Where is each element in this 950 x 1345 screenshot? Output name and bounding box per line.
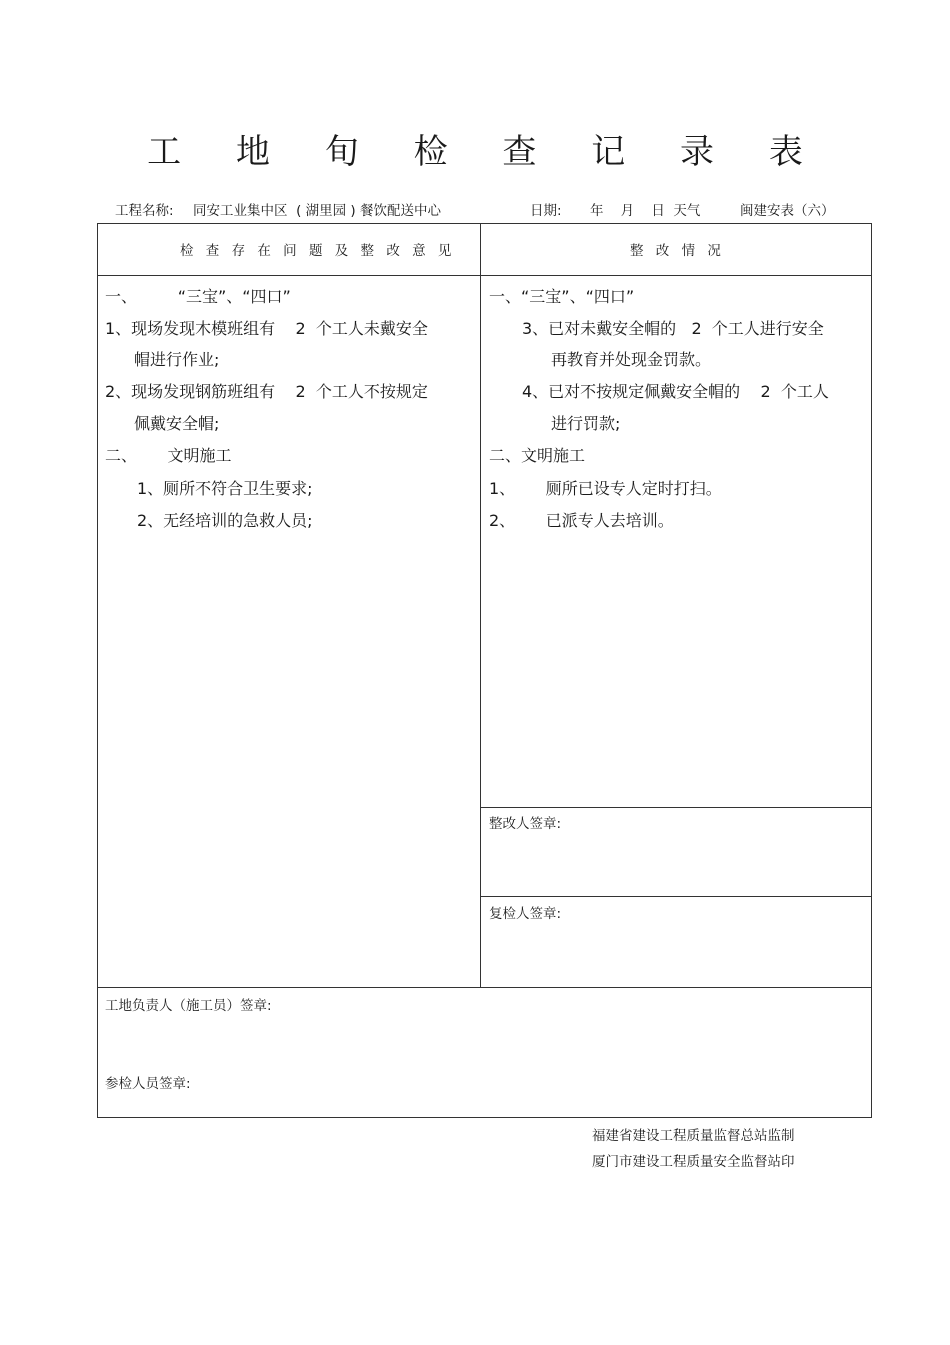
page-title: 工 地 旬 检 查 记 录 表 [147, 132, 825, 172]
table-border-right [871, 223, 872, 1118]
right-column-header: 整 改 情 况 [630, 243, 725, 259]
table-border-top [97, 223, 872, 224]
left-line: 1、厕所不符合卫生要求; [137, 479, 313, 498]
bottom-section-divider [97, 987, 872, 988]
reviewer-divider [480, 896, 872, 897]
right-line: 3、已对未戴安全帽的 2 个工人进行安全 [522, 319, 824, 338]
left-line: 二、 文明施工 [105, 446, 232, 465]
footer-supervisor: 福建省建设工程质量监督总站监制 [592, 1128, 795, 1144]
rectifier-signature-label: 整改人签章: [489, 816, 562, 832]
right-line: 1、 厕所已设专人定时打扫。 [489, 479, 722, 498]
right-line: 2、 已派专人去培训。 [489, 511, 674, 530]
form-code: 闽建安表（六） [740, 203, 835, 219]
left-line: 1、现场发现木模班组有 2 个工人未戴安全 [105, 319, 428, 338]
footer-printer: 厦门市建设工程质量安全监督站印 [592, 1154, 795, 1170]
left-line: 2、无经培训的急救人员; [137, 511, 313, 530]
header-divider [97, 275, 872, 276]
left-column-header: 检 查 存 在 问 题 及 整 改 意 见 [180, 243, 456, 259]
rectifier-divider [480, 807, 872, 808]
left-line: 2、现场发现钢筋班组有 2 个工人不按规定 [105, 382, 428, 401]
reviewer-signature-label: 复检人签章: [489, 906, 562, 922]
column-divider [480, 223, 481, 988]
right-line: 二、文明施工 [489, 446, 586, 465]
right-line: 4、已对不按规定佩戴安全帽的 2 个工人 [522, 382, 829, 401]
right-line: 进行罚款; [551, 414, 621, 433]
date-label: 日期: [530, 203, 562, 219]
right-line: 再教育并处现金罚款。 [551, 350, 712, 369]
left-line: 佩戴安全帽; [134, 414, 220, 433]
site-manager-signature-label: 工地负责人（施工员）签章: [105, 998, 272, 1014]
participants-signature-label: 参检人员签章: [105, 1076, 191, 1092]
project-label: 工程名称: [115, 203, 174, 219]
right-line: 一、“三宝”、“四口” [489, 287, 635, 306]
project-name: 同安工业集中区 ( 湖里园 ) 餐饮配送中心 [193, 203, 441, 219]
table-border-left [97, 223, 98, 1118]
date-fields: 年 月 日 天气 [590, 203, 701, 219]
left-line: 帽进行作业; [134, 350, 220, 369]
table-border-bottom [97, 1117, 872, 1118]
left-line: 一、 “三宝”、“四口” [105, 287, 291, 306]
